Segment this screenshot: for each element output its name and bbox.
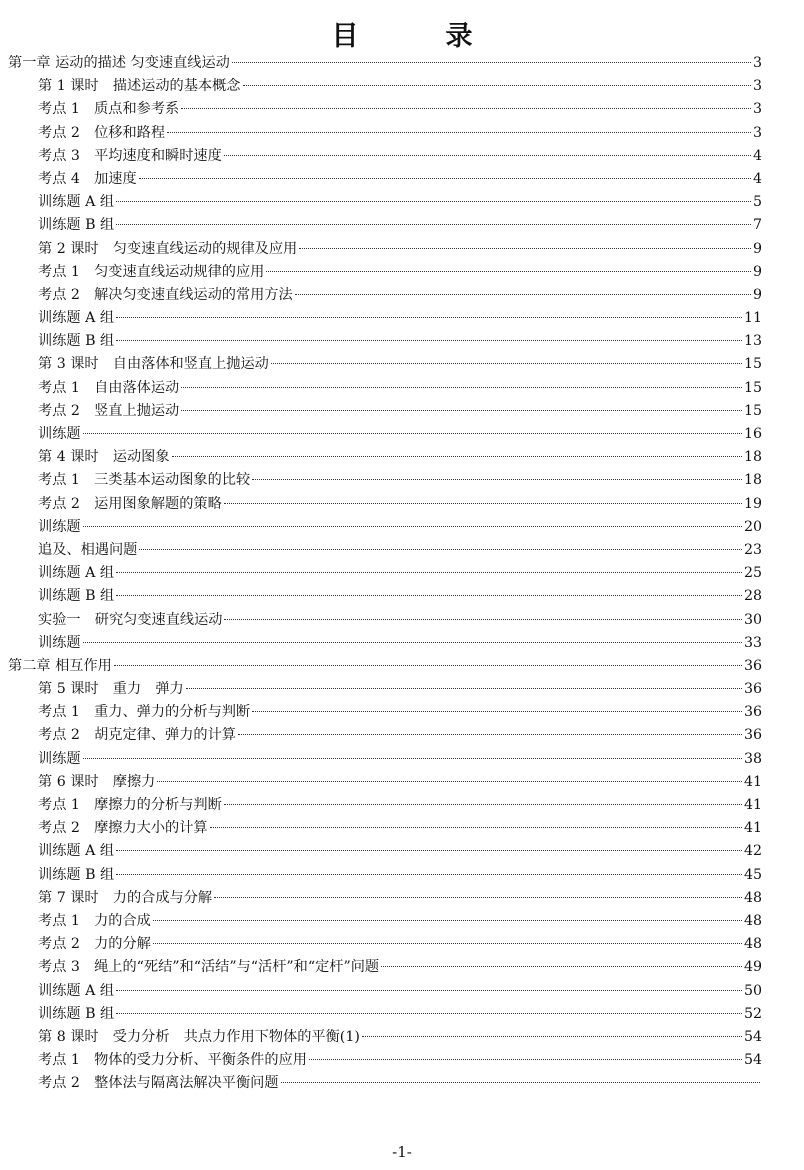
toc-entry-page: 54 <box>743 1028 762 1045</box>
dot-leader <box>224 619 741 620</box>
toc-entry-page: 15 <box>743 379 762 396</box>
toc-entry[interactable] <box>0 330 804 353</box>
toc-entry[interactable] <box>0 701 804 724</box>
toc-entry[interactable] <box>0 678 804 701</box>
toc-entry-label: 训练题 A 组 <box>38 194 115 211</box>
toc-entry[interactable] <box>0 655 804 678</box>
toc-entry[interactable] <box>0 840 804 863</box>
toc-entry-label: 考点 2 摩擦力大小的计算 <box>38 820 208 837</box>
dot-leader <box>153 920 742 921</box>
toc-entry-page: 36 <box>743 657 762 674</box>
toc-entry-page: 3 <box>752 55 762 71</box>
toc-entry-page: 13 <box>743 333 762 350</box>
toc-entry-label: 训练题 A 组 <box>38 982 115 999</box>
toc-entry-label: 第一章 运动的描述 匀变速直线运动 <box>8 55 230 71</box>
toc-entry[interactable] <box>0 191 804 214</box>
toc-entry[interactable] <box>0 122 804 145</box>
table-of-contents <box>0 52 804 1095</box>
toc-entry-page: 54 <box>743 1052 762 1069</box>
toc-entry-label: 训练题 <box>38 750 81 767</box>
dot-leader <box>295 294 751 295</box>
toc-entry[interactable] <box>0 817 804 840</box>
toc-entry[interactable] <box>0 887 804 910</box>
dot-leader <box>139 178 751 179</box>
toc-entry-page: 15 <box>743 402 762 419</box>
toc-entry[interactable] <box>0 632 804 655</box>
toc-entry[interactable] <box>0 748 804 771</box>
toc-entry-page: 48 <box>743 936 762 953</box>
toc-entry-label: 考点 1 三类基本运动图象的比较 <box>38 472 251 489</box>
dot-leader <box>271 363 742 364</box>
toc-entry[interactable] <box>0 585 804 608</box>
toc-entry-page: 41 <box>743 797 762 813</box>
toc-entry[interactable] <box>0 284 804 307</box>
toc-entry-page: 16 <box>743 426 762 442</box>
toc-entry-page: 36 <box>743 704 762 721</box>
toc-entry-label: 考点 2 位移和路程 <box>38 124 166 141</box>
dot-leader <box>172 456 742 457</box>
toc-entry-label: 训练题 B 组 <box>38 1005 115 1022</box>
page-title: 目 录 <box>331 21 503 52</box>
dot-leader <box>116 572 742 573</box>
dot-leader <box>181 108 751 109</box>
toc-entry-label: 考点 1 力的合成 <box>38 912 151 929</box>
toc-entry[interactable] <box>0 609 804 632</box>
toc-entry-label: 第 3 课时 自由落体和竖直上抛运动 <box>38 356 269 373</box>
toc-entry-page: 23 <box>743 541 762 558</box>
toc-entry-page: 48 <box>743 889 762 906</box>
toc-entry[interactable] <box>0 238 804 261</box>
toc-entry[interactable] <box>0 1026 804 1049</box>
toc-entry-label: 考点 2 力的分解 <box>38 936 151 953</box>
dot-leader <box>381 966 742 967</box>
toc-entry[interactable] <box>0 933 804 956</box>
dot-leader <box>116 1013 742 1014</box>
toc-entry-label: 考点 2 胡克定律、弹力的计算 <box>38 727 236 744</box>
toc-entry-page: 9 <box>752 286 762 303</box>
toc-entry-page: 19 <box>743 495 762 512</box>
toc-entry-label: 第 7 课时 力的合成与分解 <box>38 889 213 906</box>
toc-entry-page: 28 <box>743 588 762 605</box>
dot-leader <box>116 874 742 875</box>
toc-entry[interactable] <box>0 307 804 330</box>
dot-leader <box>181 410 742 411</box>
dot-leader <box>362 1036 742 1037</box>
toc-entry-page: 25 <box>743 565 762 582</box>
toc-entry-label: 追及、相遇问题 <box>38 541 138 558</box>
toc-entry-label: 考点 1 物体的受力分析、平衡条件的应用 <box>38 1052 307 1069</box>
dot-leader <box>238 734 742 735</box>
dot-leader <box>309 1059 742 1060</box>
toc-entry-page: 41 <box>743 773 762 790</box>
dot-leader <box>83 758 742 759</box>
toc-entry-page: 11 <box>743 310 762 327</box>
dot-leader <box>224 804 742 805</box>
toc-entry[interactable] <box>0 145 804 168</box>
toc-entry[interactable] <box>0 794 804 817</box>
toc-entry-page: 30 <box>743 611 762 628</box>
toc-entry[interactable] <box>0 446 804 469</box>
toc-entry-label: 考点 1 匀变速直线运动规律的应用 <box>38 263 265 280</box>
toc-entry[interactable] <box>0 1072 804 1095</box>
toc-entry[interactable] <box>0 75 804 98</box>
dot-leader <box>157 781 742 782</box>
toc-entry[interactable] <box>0 377 804 400</box>
toc-entry[interactable] <box>0 980 804 1003</box>
toc-entry-label: 第 5 课时 重力 弹力 <box>38 681 184 698</box>
toc-entry-label: 第 2 课时 匀变速直线运动的规律及应用 <box>38 240 298 257</box>
toc-entry-label: 训练题 B 组 <box>38 588 115 605</box>
toc-entry-label: 考点 4 加速度 <box>38 170 137 187</box>
dot-leader <box>243 85 751 86</box>
toc-entry[interactable] <box>0 98 804 121</box>
toc-entry-page: 36 <box>743 681 762 698</box>
toc-entry[interactable] <box>0 910 804 933</box>
toc-entry-page: 20 <box>743 518 762 535</box>
dot-leader <box>116 317 742 318</box>
toc-entry-label: 训练题 A 组 <box>38 565 115 582</box>
dot-leader <box>83 526 742 527</box>
dot-leader <box>252 479 742 480</box>
toc-entry-page: 38 <box>743 750 762 767</box>
dot-leader <box>210 827 742 828</box>
dot-leader <box>224 155 751 156</box>
toc-entry-label: 考点 2 竖直上抛运动 <box>38 402 180 419</box>
toc-entry-page: 5 <box>752 194 762 211</box>
toc-entry[interactable] <box>0 516 804 539</box>
dot-leader <box>299 248 751 249</box>
dot-leader <box>139 549 742 550</box>
dot-leader <box>83 642 742 643</box>
toc-entry-label: 训练题 B 组 <box>38 333 115 350</box>
toc-entry-label: 训练题 <box>38 426 81 442</box>
page-number: -1- <box>392 1143 412 1161</box>
dot-leader <box>116 595 742 596</box>
toc-entry-label: 训练题 B 组 <box>38 866 115 883</box>
toc-entry-page: 3 <box>752 101 762 118</box>
toc-entry[interactable] <box>0 52 804 75</box>
dot-leader <box>281 1082 760 1083</box>
toc-entry[interactable] <box>0 469 804 492</box>
toc-entry-label: 训练题 <box>38 634 81 651</box>
toc-entry[interactable] <box>0 423 804 446</box>
toc-entry-label: 训练题 B 组 <box>38 217 115 234</box>
dot-leader <box>252 711 742 712</box>
dot-leader <box>214 897 742 898</box>
dot-leader <box>224 503 742 504</box>
dot-leader <box>167 132 751 133</box>
toc-entry[interactable] <box>0 771 804 794</box>
toc-entry-page: 3 <box>752 78 762 95</box>
toc-entry-page: 9 <box>752 240 762 257</box>
dot-leader <box>153 943 742 944</box>
toc-entry-page: 7 <box>752 217 762 234</box>
toc-entry-page: 50 <box>743 982 762 999</box>
toc-entry[interactable] <box>0 724 804 747</box>
toc-entry-page: 52 <box>743 1005 762 1022</box>
toc-entry-page: 15 <box>743 356 762 373</box>
dot-leader <box>186 688 742 689</box>
toc-entry-page: 18 <box>743 472 762 489</box>
dot-leader <box>116 224 751 225</box>
dot-leader <box>232 62 751 63</box>
dot-leader <box>116 850 742 851</box>
dot-leader <box>116 340 742 341</box>
toc-entry-label: 考点 1 摩擦力的分析与判断 <box>38 797 222 813</box>
toc-entry-label: 考点 2 运用图象解题的策略 <box>38 495 222 512</box>
toc-entry-label: 第 1 课时 描述运动的基本概念 <box>38 78 241 95</box>
toc-entry-page: 4 <box>752 147 762 164</box>
toc-entry-page: 42 <box>743 843 762 860</box>
toc-entry-label: 考点 2 解决匀变速直线运动的常用方法 <box>38 286 293 303</box>
dot-leader <box>266 271 751 272</box>
toc-entry[interactable] <box>0 353 804 376</box>
toc-entry-label: 考点 1 质点和参考系 <box>38 101 180 118</box>
toc-entry[interactable] <box>0 562 804 585</box>
toc-entry-page: 18 <box>743 449 762 466</box>
toc-entry[interactable] <box>0 261 804 284</box>
toc-entry-page: 33 <box>743 634 762 651</box>
dot-leader <box>116 201 751 202</box>
toc-entry-page: 3 <box>752 124 762 141</box>
dot-leader <box>83 433 742 434</box>
toc-entry[interactable] <box>0 214 804 237</box>
toc-entry-label: 第二章 相互作用 <box>8 657 112 674</box>
toc-entry-label: 第 8 课时 受力分析 共点力作用下物体的平衡(1) <box>38 1028 360 1045</box>
toc-entry-label: 考点 3 绳上的“死结”和“活结”与“活杆”和“定杆”问题 <box>38 959 380 976</box>
toc-entry-page: 48 <box>743 912 762 929</box>
toc-entry[interactable] <box>0 400 804 423</box>
toc-entry-label: 考点 2 整体法与隔离法解决平衡问题 <box>38 1075 279 1092</box>
toc-entry-label: 训练题 A 组 <box>38 843 115 860</box>
toc-entry-page: 4 <box>752 170 762 187</box>
toc-entry-label: 训练题 A 组 <box>38 310 115 327</box>
dot-leader <box>116 990 742 991</box>
toc-entry[interactable] <box>0 864 804 887</box>
toc-entry[interactable] <box>0 956 804 979</box>
toc-entry-page: 49 <box>743 959 762 976</box>
toc-entry-label: 考点 3 平均速度和瞬时速度 <box>38 147 222 164</box>
toc-entry-label: 考点 1 自由落体运动 <box>38 379 180 396</box>
toc-entry-label: 第 4 课时 运动图象 <box>38 449 170 466</box>
toc-entry-label: 第 6 课时 摩擦力 <box>38 773 156 790</box>
toc-entry-page: 9 <box>752 263 762 280</box>
toc-entry-page: 36 <box>743 727 762 744</box>
toc-entry-label: 训练题 <box>38 518 81 535</box>
toc-entry-page: 45 <box>743 866 762 883</box>
toc-entry-label: 考点 1 重力、弹力的分析与判断 <box>38 704 251 721</box>
toc-entry-label: 实验一 研究匀变速直线运动 <box>38 611 223 628</box>
toc-entry[interactable] <box>0 1049 804 1072</box>
toc-entry[interactable] <box>0 493 804 516</box>
toc-entry[interactable] <box>0 1003 804 1026</box>
toc-entry-page: 41 <box>743 820 762 837</box>
dot-leader <box>181 387 742 388</box>
toc-entry[interactable] <box>0 539 804 562</box>
dot-leader <box>114 665 742 666</box>
toc-entry[interactable] <box>0 168 804 191</box>
